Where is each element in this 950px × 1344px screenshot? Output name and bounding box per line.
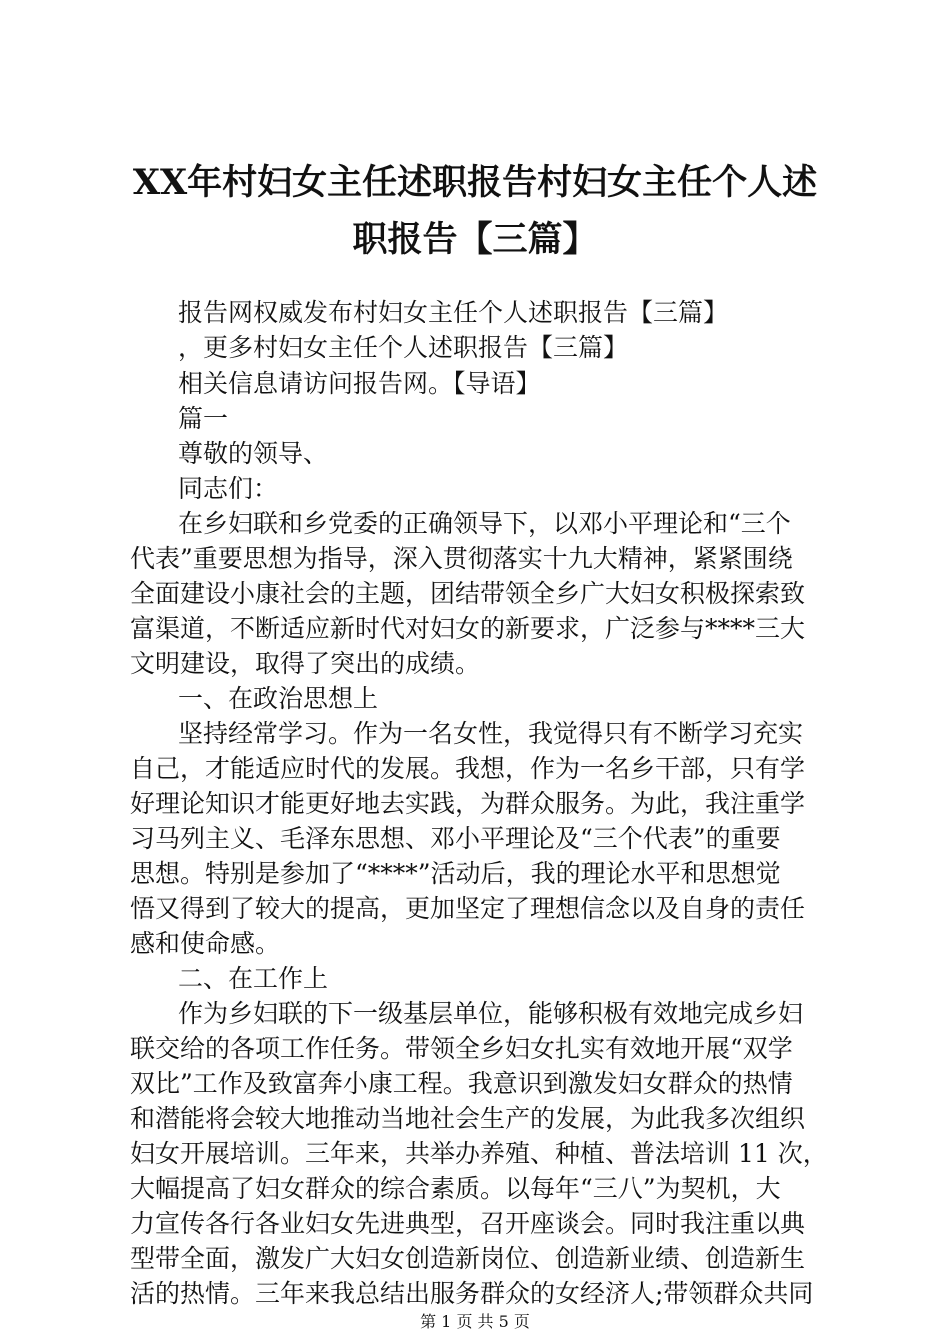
paragraph-line: 悟又得到了较大的提高，更加坚定了理想信念以及自身的责任 [130,894,806,923]
page-footer: 第 1 页 共 5 页 [420,1312,530,1331]
document-title-line-1: XX年村妇女主任述职报告村妇女主任个人述 [132,162,818,203]
intro-line: 报告网权威发布村妇女主任个人述职报告【三篇】 [178,298,729,327]
paragraph-line: 和潜能将会较大地推动当地社会生产的发展，为此我多次组织 [130,1104,806,1133]
paragraph-line: 妇女开展培训。三年来，共举办养殖、种植、普法培训 11 次， [130,1139,828,1168]
section-heading: 二、在工作上 [178,964,329,993]
section-heading: 一、在政治思想上 [178,684,379,713]
intro-line: ，更多村妇女主任个人述职报告【三篇】 [178,333,629,362]
salutation: 尊敬的领导、 [178,439,329,468]
paragraph-line: 自己，才能适应时代的发展。我想，作为一名乡干部，只有学 [130,754,806,783]
paragraph-line: 双比”工作及致富奔小康工程。我意识到激发妇女群众的热情 [130,1069,793,1098]
paragraph-line: 在乡妇联和乡党委的正确领导下，以邓小平理论和“三个 [178,509,791,538]
paragraph-line: 思想。特别是参加了“****”活动后，我的理论水平和思想觉 [130,859,781,888]
paragraph-line: 联交给的各项工作任务。带领全乡妇女扎实有效地开展“双学 [130,1034,793,1063]
paragraph-line: 活的热情。三年来我总结出服务群众的女经济人;带领群众共同 [130,1279,814,1308]
paragraph-line: 文明建设，取得了突出的成绩。 [130,649,481,678]
paragraph-line: 坚持经常学习。作为一名女性，我觉得只有不断学习充实 [178,719,804,748]
paragraph-line: 作为乡妇联的下一级基层单位，能够积极有效地完成乡妇 [178,999,804,1028]
paragraph-line: 型带全面，激发广大妇女创造新岗位、创造新业绩、创造新生 [130,1244,806,1273]
paragraph-line: 习马列主义、毛泽东思想、邓小平理论及“三个代表”的重要 [130,824,781,853]
paragraph-line: 大幅提高了妇女群众的综合素质。以每年“三八”为契机，大 [130,1174,781,1203]
paragraph-line: 好理论知识才能更好地去实践，为群众服务。为此，我注重学 [130,789,806,818]
paragraph-line: 感和使命感。 [130,929,281,958]
paragraph-line: 全面建设小康社会的主题，团结带领全乡广大妇女积极探索致 [130,579,806,608]
section-label: 篇一 [178,404,229,433]
paragraph-line: 力宣传各行各业妇女先进典型，召开座谈会。同时我注重以典 [130,1209,806,1238]
intro-line: 相关信息请访问报告网。【导语】 [178,369,541,398]
paragraph-line: 富渠道，不断适应新时代对妇女的新要求，广泛参与****三大 [130,614,806,643]
document-title-line-2: 职报告【三篇】 [352,219,598,260]
paragraph-line: 代表”重要思想为指导，深入贯彻落实十九大精神，紧紧围绕 [130,544,793,573]
salutation: 同志们： [178,474,279,503]
